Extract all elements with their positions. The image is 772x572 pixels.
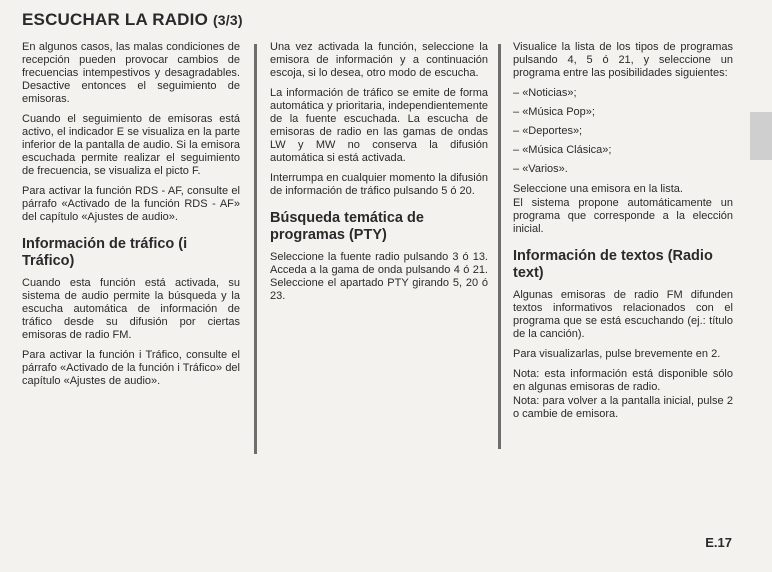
column-1 [22, 41, 240, 395]
list-item: – «Varios». [513, 163, 733, 176]
program-type-list [513, 87, 733, 176]
paragraph: El sistema propone automáticamente un programa que corresponde a la elección inicial. [513, 197, 733, 235]
list-item: – «Música Pop»; [513, 106, 733, 119]
title-text: ESCUCHAR LA RADIO [22, 10, 208, 29]
paragraph: Algunas emisoras de radio FM difunden textos informativos relacionados con el programa que se está escuchando (ej.: título de la canción). [513, 289, 733, 340]
column-3 [513, 41, 733, 428]
paragraph: Visualice la lista de los tipos de programas pulsando 4, 5 ó 21, y seleccione un programa entre las posibilidades siguientes: [513, 41, 733, 79]
list-item: – «Deportes»; [513, 125, 733, 138]
list-item: – «Música Clásica»; [513, 144, 733, 157]
section-heading-traffic: Información de tráfico (i Tráfico) [22, 236, 188, 269]
section-heading-radio-text: Información de textos (Radio text) [513, 248, 713, 281]
list-item: – «Noticias»; [513, 87, 733, 100]
paragraph: Seleccione una emisora en la lista. [513, 183, 683, 195]
paragraph: En algunos casos, las malas condiciones de recepción pueden provocar cambios de frecuencias intempestivos y desagradables. Desactive entonces el seguimiento de emisoras. [22, 41, 240, 105]
note: Nota: para volver a la pantalla inicial, pulse 2 o cambie de emisora. [513, 395, 733, 420]
page-title [22, 10, 243, 30]
page-number: E.17 [705, 535, 732, 550]
note: Nota: esta información está disponible sólo en algunas emisoras de radio. [513, 368, 733, 393]
paragraph: Una vez activada la función, seleccione la emisora de información y a continuación escoja, si lo desea, otro modo de escucha. [270, 41, 488, 79]
paragraph: Seleccione la fuente radio pulsando 3 ó 13. Acceda a la gama de onda pulsando 4 ó 21. Seleccione el apartado PTY girando 5, 20 ó 23. [270, 251, 488, 302]
title-part: (3/3) [212, 12, 243, 28]
paragraph: Cuando esta función está activada, su sistema de audio permite la búsqueda y la escucha automática de información de tráfico desde su difusión por ciertas emisoras de radio FM. [22, 277, 240, 341]
column-divider-1 [254, 44, 257, 454]
column-divider-2 [498, 44, 501, 449]
paragraph: Para activar la función i Tráfico, consulte el párrafo «Activado de la función i Tráfico» del capítulo «Ajustes de audio». [22, 349, 240, 387]
paragraph: Cuando el seguimiento de emisoras está activo, el indicador E se visualiza en la parte inferior de la pantalla de audio. Si la emisora escuchada permite realizar el seguimiento de frecuencia, se visualiza el picto F. [22, 113, 240, 177]
column-2 [270, 41, 488, 310]
section-tab [750, 112, 772, 160]
paragraph: La información de tráfico se emite de forma automática y prioritaria, independientemente de la fuente escuchada. La escucha de emisoras de radio en las gamas de ondas LW y MW no conserva la difusión automática si está activada. [270, 87, 488, 164]
paragraph: Para visualizarlas, pulse brevemente en 2. [513, 348, 721, 360]
section-heading-pty: Búsqueda temática de programas (PTY) [270, 210, 424, 243]
paragraph: Para activar la función RDS - AF, consulte el párrafo «Activado de la función RDS - AF» del capítulo «Ajustes de audio». [22, 185, 240, 223]
paragraph: Interrumpa en cualquier momento la difusión de información de tráfico pulsando 5 ó 20. [270, 172, 488, 197]
